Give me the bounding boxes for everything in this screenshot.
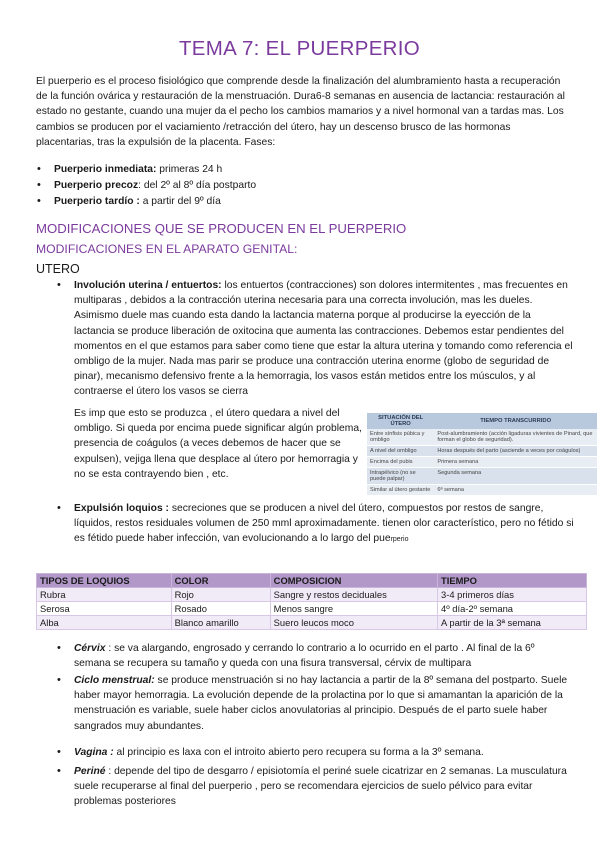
table-cell: Alba [37, 616, 172, 630]
table-cell: Rosado [171, 602, 270, 616]
table-cell: Horas después del parto (asciende a veces por coágulos) [434, 446, 597, 457]
loquios-paragraph: • Expulsión loquios : secreciones que se producen a nivel del útero, compuestos por restos de sangre, líquidos, restos residuales volumen de 250 mml aproximadamente. tienen olor característico, pero no fétido si es fétido puede haber infección, van evolucionando a lo largo del puerperio [74, 501, 574, 548]
intro-paragraph: El puerperio es el proceso fisiológico que comprende desde la finalización del alumbramiento hasta a recuperación de la función ovárica y restauración de la menstruación. Dura6-8 semanas en ausencia de lactancia: restauración al estado no gestante, cuando una mujer da el pecho los cambios mamarios y a nivel hormonal van a tardas mas. Los cambios se producen por el vaciamiento /retracción del útero, hay un descenso brusco de las hormonas placentarias, tras la expulsión de la placenta. Fases: [36, 76, 565, 148]
table-cell: A partir de la 3ª semana [438, 616, 587, 630]
table-cell: Sangre y restos deciduales [270, 588, 437, 602]
loquios-table [36, 573, 587, 630]
page-title: TEMA 7: EL PUERPERIO [178, 37, 421, 60]
table-cell: Segunda semana [434, 468, 597, 485]
table-cell: Encima del pubis [367, 457, 434, 468]
table-cell: Similar al útero gestante [367, 485, 434, 496]
vagina-paragraph: • Vagina : al principio es laxa con el introito abierto pero recupera su forma a la 3º semana. [74, 745, 574, 760]
involucion-paragraph: • Involución uterina / entuertos: los entuertos (contracciones) son dolores intermitentes , mas frecuentes en multiparas , debidos a la contracción uterina necesaria para una correcta involución, mas les dueles. Asimismo duele mas cuando esta dando la lactancia materna porque al producirse la eyección de la lactancia se produce liberación de oxitocina que aumenta las contracciones. Debemos estar pendientes del momentos en el que estamos para saber como tiene que estar la altura uterina y tomando como referencia el ombligo de la mujer. Nada mas parir se produce una contracción uterina enorme (globo de seguridad de pinar), mecanismo defensivo frente a la hemorragia, los vasos están metidos entre los músculos, y al contraerse el útero los vasos se cierra [74, 278, 574, 400]
table-cell: Post-alumbramiento (acción ligaduras vivientes de Pinard, que forman el globo de seguridad). [434, 429, 597, 446]
involucion-paragraph-cont: Es imp que esto se produzca , el útero quedara a nivel del ombligo. Si queda por encima puede significar algún problema, presencia de coágulos (a veces debemos de hacer que se expulsen), vejiga llena que desplace al útero por hemorragia y no se esta contrayendo bien , etc. [74, 408, 362, 480]
table-header: SITUACIÓN DEL ÚTERO [367, 413, 434, 429]
table-cell: Serosa [37, 602, 172, 616]
table-cell: Suero leucos moco [270, 616, 437, 630]
table-header: TIEMPO [438, 574, 587, 588]
table-cell: Blanco amarillo [171, 616, 270, 630]
table-cell: Rubra [37, 588, 172, 602]
phase-item: • Puerperio tardío : a partir del 9º día [54, 194, 221, 209]
table-cell: 4º día-2º semana [438, 602, 587, 616]
table-header: TIEMPO TRANSCURRIDO [434, 413, 597, 429]
uterus-situation-table [367, 413, 597, 496]
table-cell: Intrapélvico (no se puede palpar) [367, 468, 434, 485]
subsection-heading: MODIFICACIONES EN EL APARATO GENITAL: [36, 242, 298, 256]
table-cell: 3-4 primeros días [438, 588, 587, 602]
table-cell: Primera semana [434, 457, 597, 468]
table-cell: Menos sangre [270, 602, 437, 616]
table-header: TIPOS DE LOQUIOS [37, 574, 172, 588]
section-heading: MODIFICACIONES QUE SE PRODUCEN EN EL PUERPERIO [36, 221, 407, 236]
table-header: COLOR [171, 574, 270, 588]
phase-item: • Puerperio inmediata: primeras 24 h [54, 162, 222, 177]
table-cell: 6ª semana [434, 485, 597, 496]
ciclo-paragraph: • Ciclo menstrual: se produce menstruación si no hay lactancia a partir de la 8º semana del postparto. Suele haber mayor hemorragia. La evolución depende de la prolactina por lo que si amamantan la aparición de la menstruación es variable, suele haber ciclos anovulatorias al principio. Después de el parto suele haber sangrados muy abundantes. [74, 673, 574, 734]
phase-item: • Puerperio precoz: del 2º al 8º día postparto [54, 178, 256, 193]
table-cell: Rojo [171, 588, 270, 602]
subsubsection-heading: UTERO [36, 262, 80, 276]
perine-paragraph: • Periné : depende del tipo de desgarro / episiotomía el periné suele cicatrizar en 2 semanas. La musculatura suele recuperarse al final del puerperio , pero se recomendara ejercicios de suelo pélvico para evitar problemas posteriores [74, 764, 574, 810]
table-cell: Entre sínfisis púbica y ombligo [367, 429, 434, 446]
table-header: COMPOSICION [270, 574, 437, 588]
table-cell: A nivel del ombligo [367, 446, 434, 457]
cervix-paragraph: • Cérvix : se va alargando, engrosado y cerrando lo contrario a lo ocurrido en el parto . Al final de la 6º semana se recupera su tamaño y queda con una fisura transversal, cérvix de multipara [74, 641, 574, 671]
